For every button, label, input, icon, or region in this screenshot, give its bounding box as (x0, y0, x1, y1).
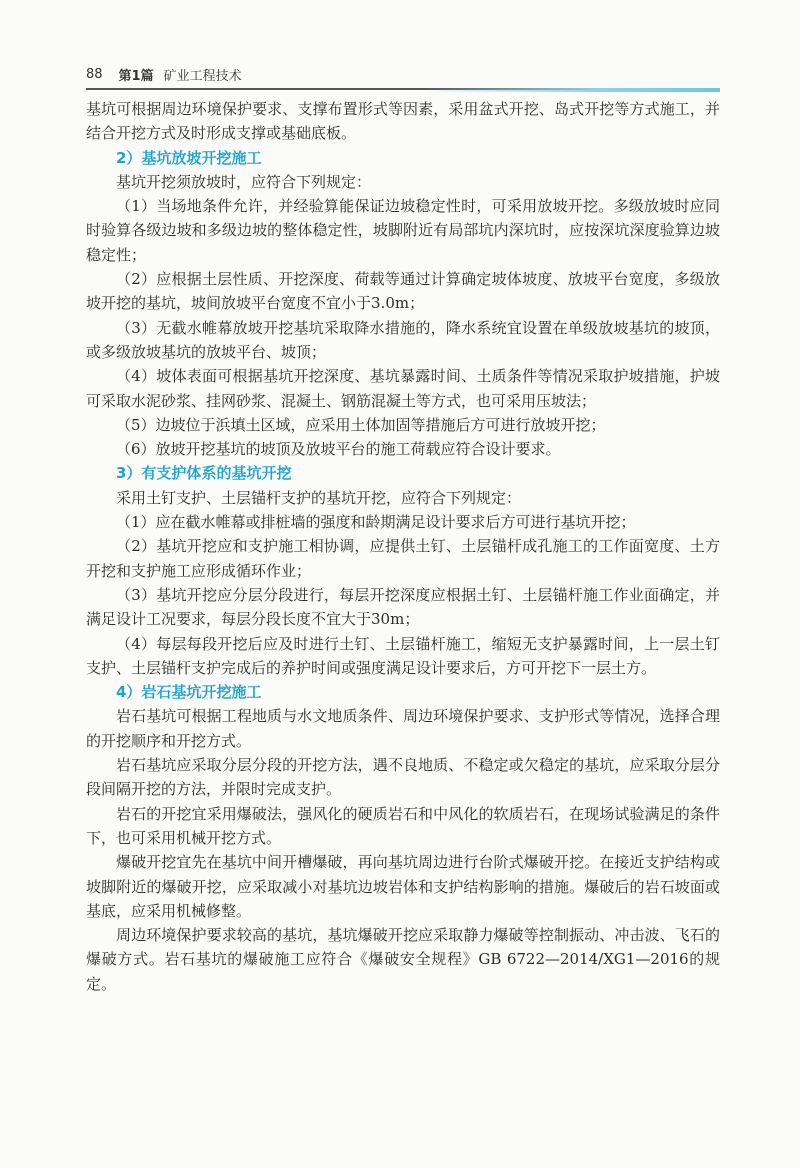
body-paragraph: 岩石的开挖宜采用爆破法，强风化的硬质岩石和中风化的软质岩石，在现场试验满足的条件下，也可采用机械开挖方式。 (86, 804, 720, 847)
section-heading: 3）有支护体系的基坑开挖 (116, 464, 292, 483)
body-paragraph: （4）坡体表面可根据基坑开挖深度、基坑暴露时间、土质条件等情况采取护坡措施，护坡可采取水泥砂浆、挂网砂浆、混凝土、钢筋混凝土等方式，也可采用压坡法； (86, 367, 720, 410)
body-paragraph: 周边环境保护要求较高的基坑，基坑爆破开挖应采取静力爆破等控制振动、冲击波、飞石的爆破方式。岩石基坑的爆破施工应符合《爆破安全规程》GB 6722—2014/XG1—2016的规定。 (86, 926, 720, 993)
running-header (86, 62, 720, 86)
body-paragraph: （6）放坡开挖基坑的坡顶及放坡平台的施工荷载应符合设计要求。 (116, 440, 561, 459)
body-paragraph: 基坑可根据周边环境保护要求、支撑布置形式等因素，采用盆式开挖、岛式开挖等方式施工，并结合开挖方式及时形成支撑或基础底板。 (86, 100, 720, 143)
body-paragraph: （1）当场地条件允许，并经验算能保证边坡稳定性时，可采用放坡开挖。多级放坡时应同时验算各级边坡和多级边坡的整体稳定性，坡脚附近有局部坑内深坑时，应按深坑深度验算边坡稳定性； (86, 197, 720, 264)
page-number: 88 (86, 66, 103, 82)
body-paragraph: 岩石基坑应采取分层分段的开挖方法，遇不良地质、不稳定或欠稳定的基坑，应采取分层分段间隔开挖的方法，并限时完成支护。 (86, 756, 720, 799)
section-heading: 2）基坑放坡开挖施工 (116, 148, 262, 167)
body-paragraph: （4）每层每段开挖后应及时进行土钉、土层锚杆施工，缩短无支护暴露时间，上一层土钉支护、土层锚杆支护完成后的养护时间或强度满足设计要求后，方可开挖下一层土方。 (86, 634, 720, 677)
page-body (86, 97, 720, 996)
body-paragraph: 采用土钉支护、土层锚杆支护的基坑开挖，应符合下列规定： (116, 488, 522, 507)
body-paragraph: （2）应根据土层性质、开挖深度、荷载等通过计算确定坡体坡度、放坡平台宽度，多级放坡开挖的基坑，坡间放坡平台宽度不宜小于3.0m； (86, 270, 720, 313)
body-paragraph: （1）应在截水帷幕或排桩墙的强度和龄期满足设计要求后方可进行基坑开挖； (116, 513, 636, 532)
body-paragraph: 基坑开挖须放坡时，应符合下列规定： (116, 172, 372, 191)
body-paragraph: （3）无截水帷幕放坡开挖基坑采取降水措施的，降水系统宜设置在单级放坡基坑的坡顶，或多级放坡基坑的放坡平台、坡顶； (86, 318, 720, 361)
body-paragraph: 岩石基坑可根据工程地质与水文地质条件、周边环境保护要求、支护形式等情况，选择合理的开挖顺序和开挖方式。 (86, 707, 720, 750)
body-paragraph: 爆破开挖宜先在基坑中间开槽爆破，再向基坑周边进行台阶式爆破开挖。在接近支护结构或坡脚附近的爆破开挖，应采取减小对基坑边坡岩体和支护结构影响的措施。爆破后的岩石坡面或基底，应采用机械修整。 (86, 853, 720, 920)
book-section-title: 矿业工程技术 (163, 68, 242, 84)
body-paragraph: （2）基坑开挖应和支护施工相协调，应提供土钉、土层锚杆成孔施工的工作面宽度、土方开挖和支护施工应形成循环作业； (86, 537, 720, 580)
part-label: 第1篇 (118, 68, 154, 84)
header-accent-bar (420, 88, 720, 92)
body-paragraph: （5）边坡位于浜填土区域，应采用土体加固等措施后方可进行放坡开挖； (116, 415, 606, 434)
body-paragraph: （3）基坑开挖应分层分段进行，每层开挖深度应根据土钉、土层锚杆施工作业面确定，并满足设计工况要求，每层分段长度不宜大于30m； (86, 585, 720, 629)
section-heading: 4）岩石基坑开挖施工 (116, 683, 262, 702)
